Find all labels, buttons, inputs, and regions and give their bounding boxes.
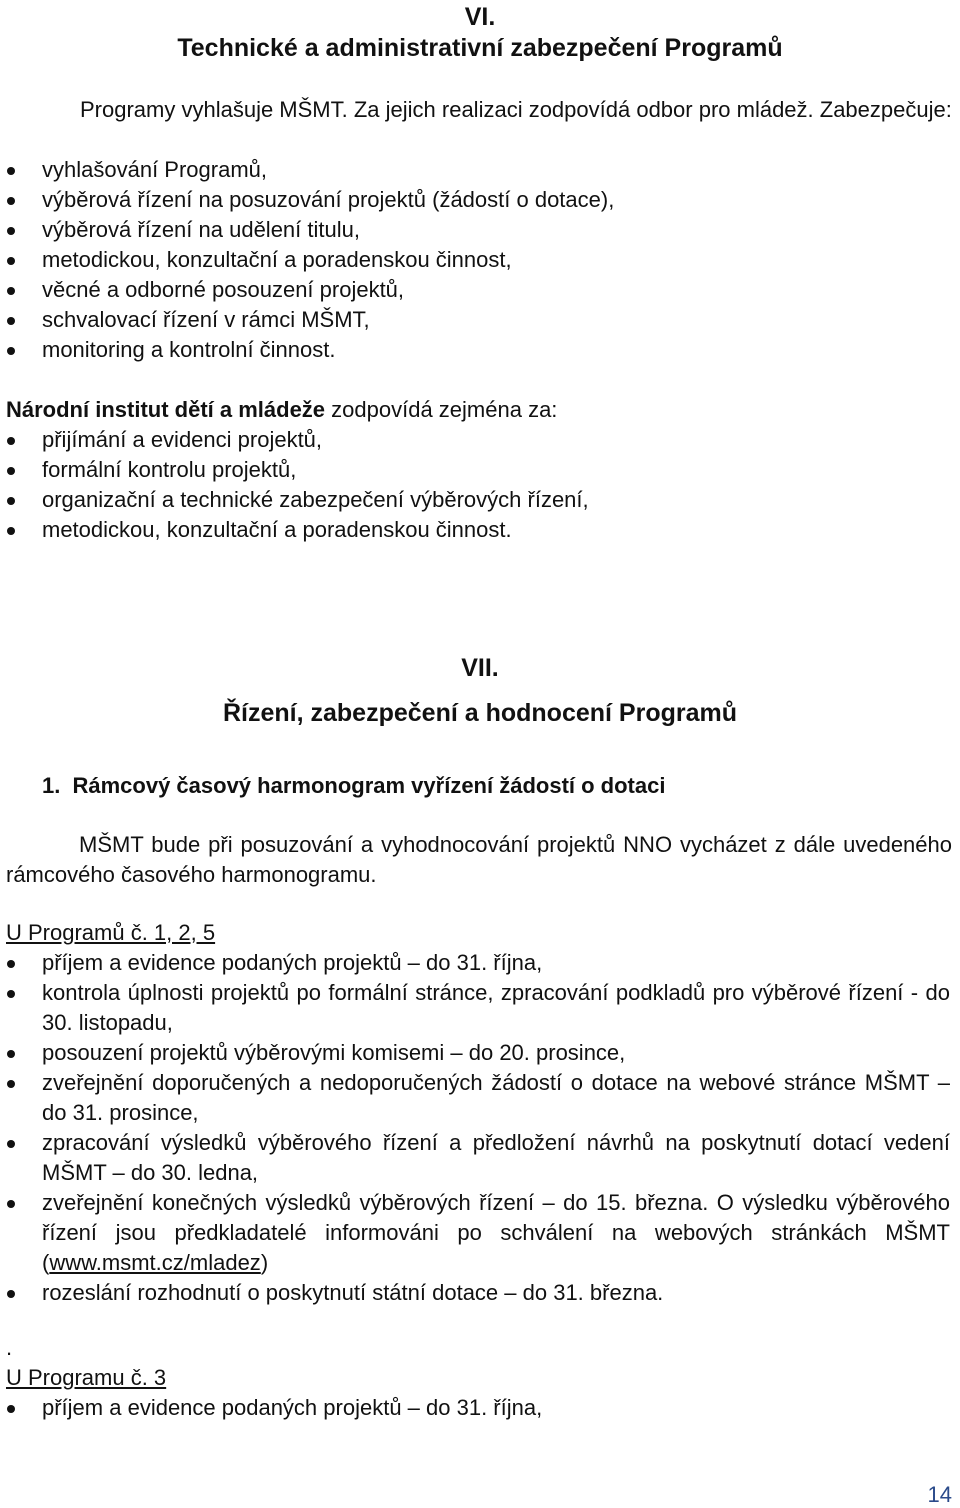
group-2-schedule-list bbox=[0, 1393, 940, 1423]
list-item: výběrová řízení na udělení titulu, bbox=[0, 215, 940, 245]
list-item bbox=[0, 1188, 950, 1278]
list-item: vyhlašování Programů, bbox=[0, 155, 940, 185]
list-item: zveřejnění doporučených a nedoporučených žádostí o dotace na webové stránce MŠMT – do 31. prosince, bbox=[0, 1068, 950, 1128]
list-item: metodickou, konzultační a poradenskou činnost, bbox=[0, 245, 940, 275]
list-item: organizační a technické zabezpečení výběrových řízení, bbox=[0, 485, 940, 515]
nidm-text: zodpovídá zejména za: bbox=[325, 397, 558, 422]
list-item: přijímání a evidenci projektů, bbox=[0, 425, 940, 455]
list-item: rozeslání rozhodnutí o poskytnutí státní dotace – do 31. března. bbox=[0, 1278, 950, 1308]
section-6-number: VI. bbox=[464, 3, 496, 31]
list-item: kontrola úplnosti projektů po formální stránce, zpracování podkladů pro výběrové řízení - do 30. listopadu, bbox=[0, 978, 950, 1038]
list-item: příjem a evidence podaných projektů – do 31. října, bbox=[0, 948, 950, 978]
list-item: výběrová řízení na posuzování projektů (žádostí o dotace), bbox=[0, 185, 940, 215]
nidm-paragraph bbox=[6, 395, 952, 425]
stray-dot: . bbox=[6, 1335, 13, 1360]
group-1-heading: U Programů č. 1, 2, 5 bbox=[6, 920, 216, 945]
list-item: příjem a evidence podaných projektů – do 31. října, bbox=[0, 1393, 940, 1423]
section-6-title: Technické a administrativní zabezpečení Programů bbox=[177, 34, 783, 62]
list-item: formální kontrolu projektů, bbox=[0, 455, 940, 485]
group-2-heading: U Programu č. 3 bbox=[6, 1365, 167, 1390]
section-6-intro: Programy vyhlašuje MŠMT. Za jejich realizaci zodpovídá odbor pro mládež. Zabezpečuje: bbox=[80, 97, 952, 122]
harmonogram-paragraph: MŠMT bude při posuzování a vyhodnocování projektů NNO vycházet z dále uvedeného rámcového časového harmonogramu. bbox=[6, 832, 952, 887]
nidm-duties-list bbox=[0, 425, 940, 545]
subsection-number: 1. bbox=[42, 773, 61, 798]
nidm-name: Národní institut dětí a mládeže bbox=[6, 397, 326, 422]
section-7-number: VII. bbox=[461, 654, 499, 682]
group-1-schedule-list bbox=[0, 948, 950, 1308]
list-item: posouzení projektů výběrovými komisemi – do 20. prosince, bbox=[0, 1038, 950, 1068]
list-item: schvalovací řízení v rámci MŠMT, bbox=[0, 305, 940, 335]
subsection-title: Rámcový časový harmonogram vyřízení žádostí o dotaci bbox=[72, 773, 666, 798]
item-text: zveřejnění konečných výsledků výběrových řízení – do 15. března. O výsledku výběrového řízení jsou předkladatelé informováni po schválení na webových stránkách MŠMT ( bbox=[42, 1190, 950, 1275]
list-item: metodickou, konzultační a poradenskou činnost. bbox=[0, 515, 940, 545]
msmt-duties-list bbox=[0, 155, 940, 365]
list-item: věcné a odborné posouzení projektů, bbox=[0, 275, 940, 305]
item-text-end: ) bbox=[260, 1250, 269, 1275]
page-number: 14 bbox=[927, 1482, 952, 1507]
list-item: monitoring a kontrolní činnost. bbox=[0, 335, 940, 365]
msmt-mladez-link[interactable]: www.msmt.cz/mladez bbox=[49, 1250, 261, 1275]
list-item: zpracování výsledků výběrového řízení a předložení návrhů na poskytnutí dotací vedení MŠMT – do 30. ledna, bbox=[0, 1128, 950, 1188]
section-7-title: Řízení, zabezpečení a hodnocení Programů bbox=[223, 699, 737, 727]
subsection-1-heading bbox=[42, 771, 665, 801]
